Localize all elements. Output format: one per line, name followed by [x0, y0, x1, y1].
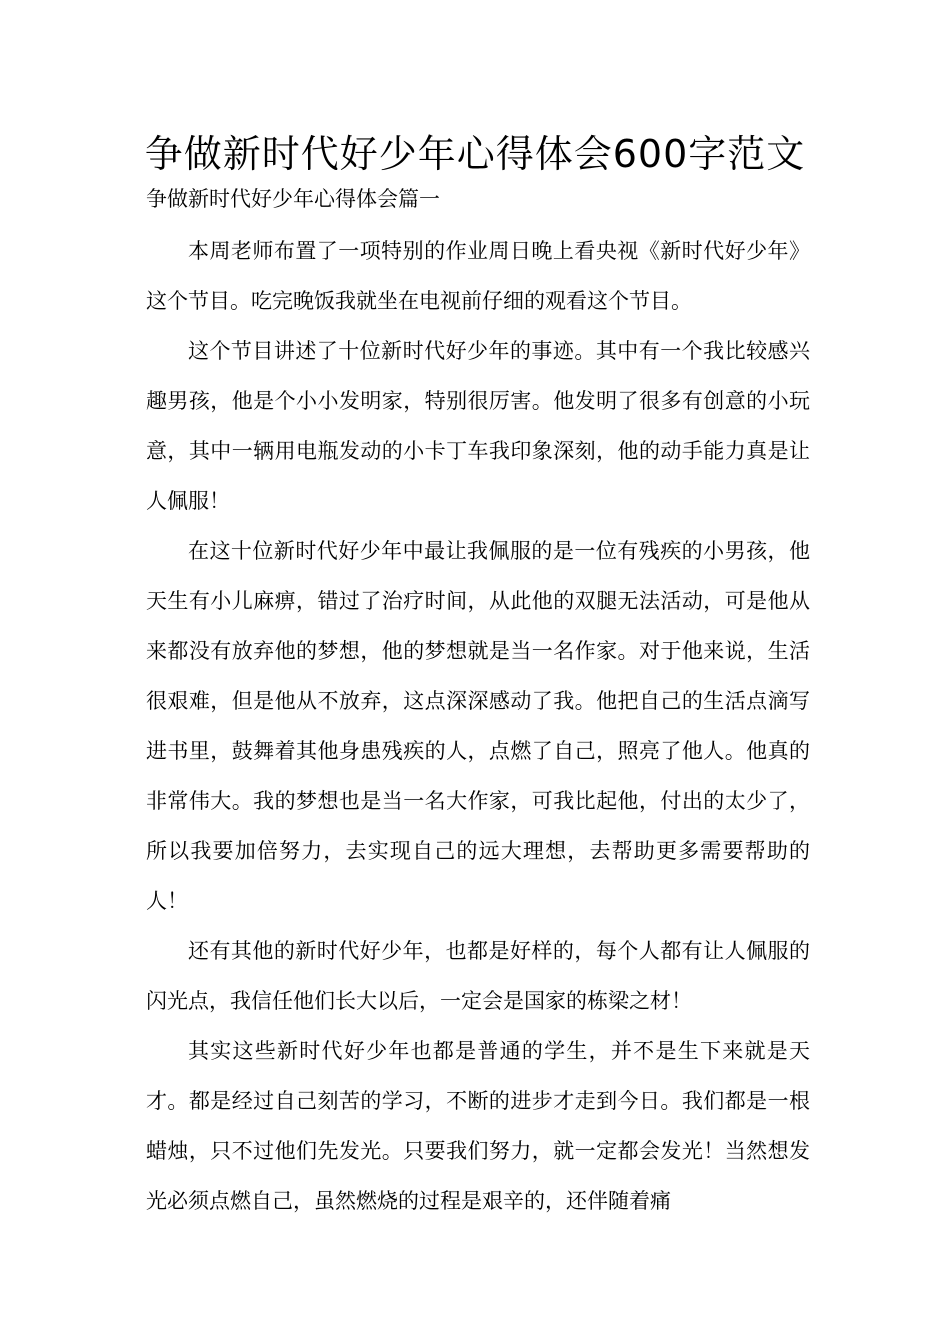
- paragraph-3: 在这十位新时代好少年中最让我佩服的是一位有残疾的小男孩，他天生有小儿麻痹，错过了治疗时间，从此他的双腿无法活动，可是他从来都没有放弃他的梦想，他的梦想就是当一名作家。对于他来说，生活很艰难，但是他从不放弃，这点深深感动了我。他把自己的生活点滴写进书里，鼓舞着其他身患残疾的人，点燃了自己，照亮了他人。他真的非常伟大。我的梦想也是当一名大作家，可我比起他，付出的太少了，所以我要加倍努力，去实现自己的远大理想，去帮助更多需要帮助的人！: [146, 539, 810, 913]
- document-title: 争做新时代好少年心得体会600字范文: [144, 132, 806, 176]
- paragraph-1: 本周老师布置了一项特别的作业周日晚上看央视《新时代好少年》这个节目。吃完晚饭我就坐在电视前仔细的观看这个节目。: [146, 239, 810, 313]
- paragraph-2: 这个节目讲述了十位新时代好少年的事迹。其中有一个我比较感兴趣男孩，他是个小小发明家，特别很厉害。他发明了很多有创意的小玩意，其中一辆用电瓶发动的小卡丁车我印象深刻，他的动手能力真是让人佩服！: [146, 339, 810, 513]
- paragraph-5: 其实这些新时代好少年也都是普通的学生，并不是生下来就是天才。都是经过自己刻苦的学习，不断的进步才走到今日。我们都是一根蜡烛，只不过他们先发光。只要我们努力，就一定都会发光！当然想发光必须点燃自己，虽然燃烧的过程是艰辛的，还伴随着痛: [146, 1039, 810, 1213]
- document-body: [146, 226, 810, 1226]
- paragraph-4: 还有其他的新时代好少年，也都是好样的，每个人都有让人佩服的闪光点，我信任他们长大以后，一定会是国家的栋梁之材！: [146, 939, 810, 1013]
- section-heading: 争做新时代好少年心得体会篇一: [146, 187, 440, 211]
